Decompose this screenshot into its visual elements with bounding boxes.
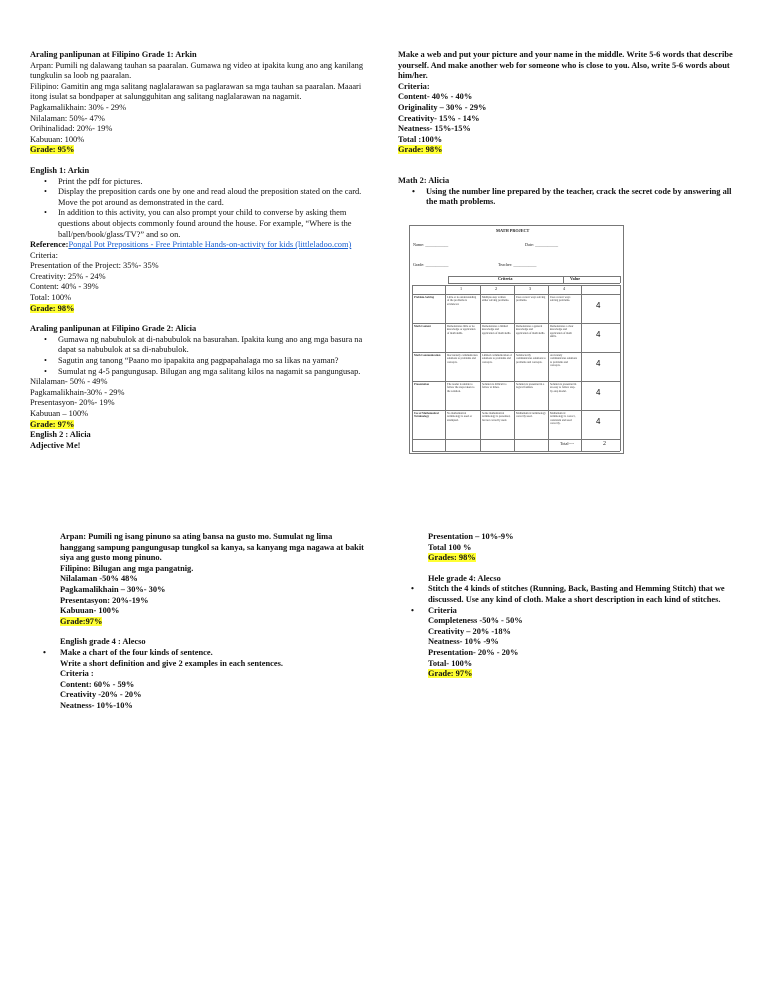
arpan-instruction: Arpan: Pumili ng dalawang tauhan sa paaralan. Gumawa ng video at ipakita kung ano ang kanilang tungkulin sa loob ng paaralan. — [30, 60, 364, 81]
section-title-ap-filipino-1: Araling panlipunan at Filipino Grade 1: Arkin — [30, 50, 197, 59]
list-item: • In addition to this activity, you can also prompt your child to converse by asking them questions about objects commonly found around the house. For example, “Where is the ball/pen/book/glass/TV?” and so on. — [58, 208, 364, 240]
criteria-line: Completeness -50% - 50% — [428, 616, 523, 626]
criteria-line: Pagkamalikhain – 30%- 30% — [60, 584, 166, 594]
criteria-line: Presentasyon- 20%- 19% — [30, 398, 115, 408]
grade-highlight: Grade:97% — [60, 616, 103, 626]
filipino-instruction: Filipino: Gamitin ang mga salitang naglalarawan sa paglarawan sa mga tauhan sa paaralan. Maaari itong isulat sa bondpaper at salungguhitan ang salitang naglalarawan na nagamit. — [30, 81, 362, 102]
criteria-line: Creativity -20% - 20% — [60, 690, 142, 700]
rubric-cell: Solution is difficult to follow at times. — [482, 383, 507, 390]
rubric-date-field: Date: ___________ — [525, 242, 559, 247]
column-right-top — [398, 50, 734, 208]
criteria-line: Nilalaman: 50%- 47% — [30, 113, 105, 123]
criteria-line: Orihinalidad: 20%- 19% — [30, 124, 113, 134]
criteria-line: Creativity: 25% - 24% — [30, 271, 106, 281]
rubric-cell: Demonstrates little or no knowledge or application of math skills. — [447, 325, 476, 335]
list-item: • Stitch the 4 kinds of stitches (Running, Back, Basting and Hemming Stitch) that we discussed. Use any kind of cloth. Make a short description in each kind of stitches. — [413, 584, 733, 605]
rubric-cell: Demonstrates a limited knowledge and application of math skills. — [482, 325, 512, 335]
rubric-cell: Satisfactorily communicates solutions to problems and concepts. — [516, 354, 546, 364]
list-item: • Display the preposition cards one by one and read aloud the preposition stated on the card. Move the pot around as demonstrated in the card. — [58, 187, 364, 208]
criteria-heading: Criteria: — [398, 81, 430, 91]
rubric-cell: Inaccurately communicates solutions to problems and concepts. — [447, 354, 478, 364]
criteria-line: Pagkamalikhain: 30% - 29% — [30, 102, 127, 112]
criteria-line: Creativity – 20% -18% — [428, 626, 511, 636]
rubric-teacher-field: Teacher: ___________ — [498, 262, 537, 267]
section-title-english-1: English 1: Arkin — [30, 165, 90, 175]
criteria-line: Content: 60% - 59% — [60, 679, 135, 689]
criteria-line: Presentation- 20% - 20% — [428, 647, 519, 657]
criteria-line: Total: 100% — [30, 293, 72, 303]
criteria-line: Presentasyon: 20%-19% — [60, 595, 149, 605]
list-item: • Make a chart of the four kinds of sentence. — [45, 648, 365, 659]
rubric-cell: Mathematical terminology is correct, consistent and used correctly. — [550, 412, 576, 425]
section-title-english-2: English 2 : Alicia — [30, 430, 91, 440]
rubric-cell: Limited communication of solutions to problems and concepts. — [482, 354, 512, 364]
list-item: • Sumulat ng 4-5 pangungusap. Bilugan ang mga salitang kilos na nagamit sa pangungusap. — [58, 367, 364, 378]
criteria-line: Originality – 30% - 29% — [398, 102, 487, 112]
grade-highlight: Grade: 98% — [30, 303, 75, 313]
rubric-total-label: Total---- — [560, 441, 575, 446]
criteria-line: Total :100% — [398, 134, 443, 144]
rubric-grade-field: Grade: ___________ — [413, 262, 449, 267]
criteria-line: Total 100 % — [428, 542, 472, 552]
rubric-cell: Multiple-step written either solving problems. — [482, 296, 510, 303]
rubric-score-value: 4 — [596, 301, 601, 310]
section-title-english-4: English grade 4 : Alecso — [60, 637, 146, 647]
english-2-subtitle: Adjective Me! — [30, 440, 81, 450]
rubric-cell: Demonstrates a general knowledge and application of math skills. — [516, 325, 546, 335]
criteria-line: Presentation – 10%-9% — [428, 532, 514, 541]
rubric-name-field: Name: ___________ — [413, 242, 449, 247]
criteria-line: Presentation of the Project: 35%- 35% — [30, 261, 159, 271]
rubric-cell: Some mathematical terminology is presented, but not correctly used. — [482, 412, 511, 422]
rubric-row-name: Problem-Solving — [414, 296, 434, 299]
web-instruction: Make a web and put your picture and your name in the middle. Write 5-6 words that describe yourself. And make another web for someone who is close to you. Also, write 5-6 words about him/her. — [398, 50, 733, 81]
list-item: • Criteria — [413, 606, 733, 617]
grade-highlight: Grade: 97% — [428, 669, 473, 679]
rubric-level-label: 4 — [563, 286, 566, 291]
criteria-line: Nilalaman- 50% - 49% — [30, 377, 108, 387]
rubric-level-label: 1 — [460, 286, 463, 291]
arpan-instruction-2: Arpan: Pumili ng isang pinuno sa ating bansa na gusto mo. Sumulat ng lima hanggang sampung pangungusap tungkol sa kanya, sa kanyang mga nagawa at bakit siya ang gusto mong pinuno. — [60, 532, 364, 563]
grade-highlight: Grade: 98% — [398, 145, 443, 155]
rubric-cell: Accurately communicates solutions to problems and concepts. — [550, 354, 577, 367]
criteria-line: Pagkamalikhain-30% - 29% — [30, 387, 125, 397]
list-item: • Sagutin ang tanong “Paano mo ipapakita ang pagpapahalaga mo sa likas na yaman? — [58, 356, 364, 367]
criteria-line: Neatness- 10% -9% — [428, 637, 499, 647]
english-1-bullets — [30, 177, 364, 241]
criteria-line: Content- 40% - 40% — [398, 92, 473, 102]
rubric-cell: Mathematical terminology correctly used. — [516, 412, 546, 419]
criteria-line: Neatness- 15%-15% — [398, 124, 471, 134]
criteria-line: Total- 100% — [428, 658, 473, 668]
math-project-rubric-image — [409, 225, 624, 454]
rubric-header-criteria: Criteria — [498, 276, 513, 281]
rubric-total-value: 2 — [603, 441, 606, 447]
criteria-line: Content: 40% - 39% — [30, 282, 99, 292]
rubric-cell: Solution is presented in a logical fashion. — [516, 383, 545, 390]
reference-label: Reference: — [30, 240, 69, 250]
column-left-bottom — [45, 532, 365, 712]
rubric-header-value: Value — [570, 276, 581, 281]
ap-2-bullets — [30, 335, 364, 377]
criteria-line: Nilalaman -50% 48% — [60, 574, 138, 584]
grade-highlight: Grade: 95% — [30, 145, 75, 155]
rubric-row-name: Use of Mathematical Terminology — [414, 412, 439, 419]
list-item: • Gumawa ng nabubulok at di-nabubulok na basurahan. Ipakita kung ano ang mga basura na dapat sa nabubulok at sa di-nabubulok. — [58, 335, 364, 356]
reference-line — [30, 240, 364, 251]
list-item: • Using the number line prepared by the teacher, crack the secret code by answering all the math problems. — [426, 187, 734, 208]
rubric-level-label: 2 — [495, 286, 498, 291]
list-item: • Print the pdf for pictures. — [58, 177, 364, 188]
criteria-line: Creativity- 15% - 14% — [398, 113, 480, 123]
column-right-bottom — [413, 532, 733, 680]
section-title-math-2: Math 2: Alicia — [398, 175, 450, 185]
rubric-cell: Solution is presented in an easy to follow step-by-step model. — [550, 383, 577, 393]
rubric-cell: Uses correct ways solving problems. — [550, 296, 571, 303]
column-left-top — [30, 50, 364, 451]
rubric-level-label: 3 — [529, 286, 532, 291]
grade-highlight: Grades: 98% — [428, 553, 476, 563]
rubric-row-name: Math Communication — [414, 354, 441, 357]
reference-link[interactable]: Pongal Pot Prepositions - Free Printable Hands-on-activity for kids (littleladoo.com) — [68, 240, 352, 250]
filipino-instruction-2: Filipino: Bilugan ang mga pangatnig. — [60, 563, 194, 573]
math-bullets — [398, 187, 734, 208]
rubric-cell: Uses correct ways solving problems. — [516, 296, 546, 303]
rubric-cell: The reader is unable to follow the steps taken to the solution. — [447, 383, 475, 393]
criteria-heading: Criteria: — [30, 250, 58, 260]
criteria-line: Neatness- 10%-10% — [60, 700, 133, 710]
grade-highlight: Grade: 97% — [30, 419, 75, 429]
criteria-line: Kabuuan: 100% — [30, 134, 85, 144]
section-title-ap-filipino-2: Araling panlipunan at Filipino Grade 2: Alicia — [30, 324, 197, 334]
rubric-row-name: Presentation — [414, 383, 430, 386]
rubric-cell: No mathematical terminology is used or attempted. — [447, 412, 473, 422]
criteria-heading: Criteria : — [60, 669, 94, 679]
rubric-cell: Demonstrates a clear knowledge and application of math skills. — [550, 325, 574, 338]
rubric-score-value: 4 — [596, 417, 601, 426]
criteria-line: Kabuuan- 100% — [60, 606, 120, 616]
rubric-score-value: 4 — [596, 359, 601, 368]
rubric-score-value: 4 — [596, 330, 601, 339]
english-4-instruction: Write a short definition and give 2 examples in each sentences. — [60, 658, 283, 668]
section-title-hele-4: Hele grade 4: Alecso — [428, 573, 501, 583]
rubric-score-value: 4 — [596, 388, 601, 397]
rubric-row-name: Math Content — [414, 325, 431, 328]
rubric-title: MATH PROJECT — [496, 228, 530, 233]
rubric-cell: Little or no understanding of the problems is evidenced. — [447, 296, 477, 306]
criteria-line: Kabuuan – 100% — [30, 409, 89, 418]
